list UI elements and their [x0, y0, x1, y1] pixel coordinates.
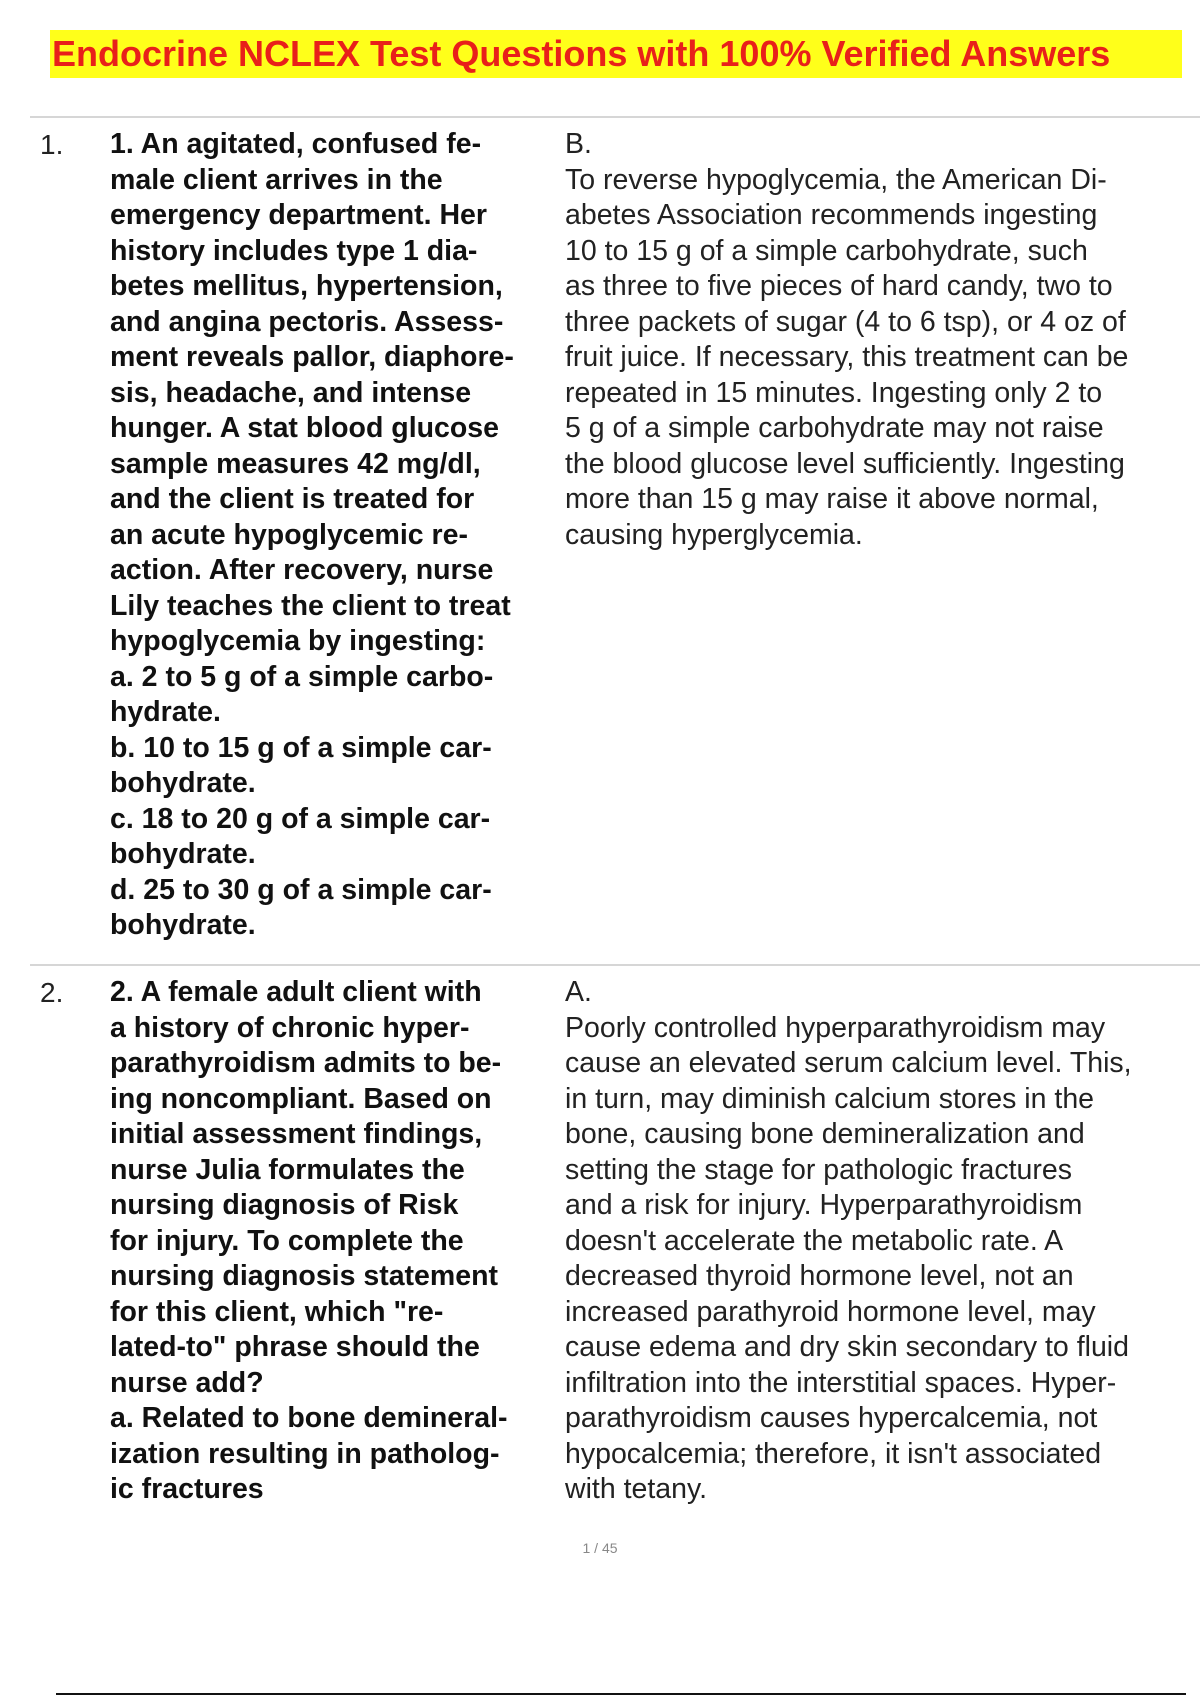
question-line: bohydrate. [110, 838, 256, 870]
question-line: b. 10 to 15 g of a simple car- [110, 731, 492, 764]
question-text [110, 975, 580, 1508]
question-line: an acute hypoglycemic re- [110, 518, 468, 551]
question-line: ment reveals pallor, diaphore- [110, 341, 514, 373]
answer-line: To reverse hypoglycemia, the American Di- [565, 163, 1107, 196]
answer-text [565, 975, 1200, 1508]
question-line: betes mellitus, hypertension, [110, 270, 503, 302]
answer-line: cause an elevated serum calcium level. This, [565, 1047, 1132, 1079]
question-line: ing noncompliant. Based on [110, 1082, 492, 1115]
question-line: and the client is treated for [110, 483, 475, 515]
answer-line: bone, causing bone demineralization and [565, 1118, 1085, 1150]
question-line: Lily teaches the client to treat [110, 589, 511, 622]
answer-line: parathyroidism causes hypercalcemia, not [565, 1402, 1098, 1434]
question-line: action. After recovery, nurse [110, 554, 494, 586]
answer-line: Poorly controlled hyperparathyroidism may [565, 1011, 1106, 1044]
question-line: history includes type 1 dia- [110, 234, 478, 267]
question-line: male client arrives in the [110, 163, 443, 196]
answer-line: repeated in 15 minutes. Ingesting only 2 to [565, 376, 1103, 409]
question-line: lated-to" phrase should the [110, 1331, 480, 1363]
question-line: nurse Julia formulates the [110, 1153, 465, 1186]
question-line: 1. An agitated, confused fe- [110, 128, 482, 160]
answer-line: infiltration into the interstitial spaces. Hyper- [565, 1366, 1117, 1399]
answer-line: in turn, may diminish calcium stores in the [565, 1082, 1095, 1115]
page-indicator: 1 / 45 [582, 1540, 618, 1556]
answer-line: hypocalcemia; therefore, it isn't associated [565, 1437, 1102, 1470]
question-line: ization resulting in patholog- [110, 1437, 500, 1470]
item-number: 2. [40, 977, 64, 1008]
question-line: and angina pectoris. Assess- [110, 305, 504, 338]
question-line: sis, headache, and intense [110, 376, 472, 409]
answer-text [565, 127, 1200, 553]
answer-line: 5 g of a simple carbohydrate may not raise [565, 412, 1104, 444]
answer-line: and a risk for injury. Hyperparathyroidism [565, 1189, 1083, 1221]
answer-line: A. [565, 976, 592, 1008]
answer-line: fruit juice. If necessary, this treatment can be [565, 341, 1129, 373]
answer-line: setting the stage for pathologic fractures [565, 1153, 1072, 1186]
answer-line: decreased thyroid hormone level, not an [565, 1260, 1074, 1292]
title-highlight [50, 30, 1182, 78]
question-line: d. 25 to 30 g of a simple car- [110, 873, 492, 906]
question-line: hypoglycemia by ingesting: [110, 625, 486, 657]
question-line: ic fractures [110, 1473, 264, 1505]
answer-line: the blood glucose level sufficiently. Ingesting [565, 447, 1125, 480]
answer-line: with tetany. [565, 1473, 708, 1505]
answer-line: increased parathyroid hormone level, may [565, 1295, 1096, 1328]
question-text [110, 127, 580, 944]
answer-line: more than 15 g may raise it above normal, [565, 483, 1099, 515]
answer-line: abetes Association recommends ingesting [565, 199, 1098, 231]
answer-line: as three to five pieces of hard candy, two to [565, 270, 1113, 302]
answer-line: doesn't accelerate the metabolic rate. A [565, 1224, 1064, 1257]
question-line: initial assessment findings, [110, 1118, 483, 1150]
question-line: a. Related to bone demineral- [110, 1402, 508, 1434]
question-line: a history of chronic hyper- [110, 1011, 470, 1044]
question-line: hydrate. [110, 696, 221, 728]
divider-middle [30, 964, 1200, 966]
question-line: sample measures 42 mg/dl, [110, 447, 481, 480]
answer-line: cause edema and dry skin secondary to fluid [565, 1331, 1129, 1363]
answer-line: B. [565, 128, 592, 160]
item-number: 1. [40, 129, 64, 160]
question-line: parathyroidism admits to be- [110, 1047, 502, 1079]
document-title: Endocrine NCLEX Test Questions with 100% Verified Answers [52, 33, 1111, 74]
divider-bottom [56, 1693, 1186, 1695]
question-line: nursing diagnosis of Risk [110, 1189, 459, 1221]
question-line: c. 18 to 20 g of a simple car- [110, 802, 491, 835]
question-line: 2. A female adult client with [110, 976, 482, 1008]
question-line: bohydrate. [110, 767, 256, 799]
question-line: bohydrate. [110, 909, 256, 941]
question-line: for injury. To complete the [110, 1224, 464, 1257]
answer-line: 10 to 15 g of a simple carbohydrate, such [565, 234, 1088, 267]
question-line: for this client, which "re- [110, 1295, 444, 1328]
question-line: nursing diagnosis statement [110, 1260, 498, 1292]
answer-line: three packets of sugar (4 to 6 tsp), or 4 oz of [565, 305, 1126, 338]
answer-line: causing hyperglycemia. [565, 518, 863, 551]
question-line: nurse add? [110, 1366, 264, 1399]
question-line: emergency department. Her [110, 199, 487, 231]
question-line: a. 2 to 5 g of a simple carbo- [110, 660, 494, 693]
question-line: hunger. A stat blood glucose [110, 412, 499, 444]
divider-top [30, 116, 1200, 118]
